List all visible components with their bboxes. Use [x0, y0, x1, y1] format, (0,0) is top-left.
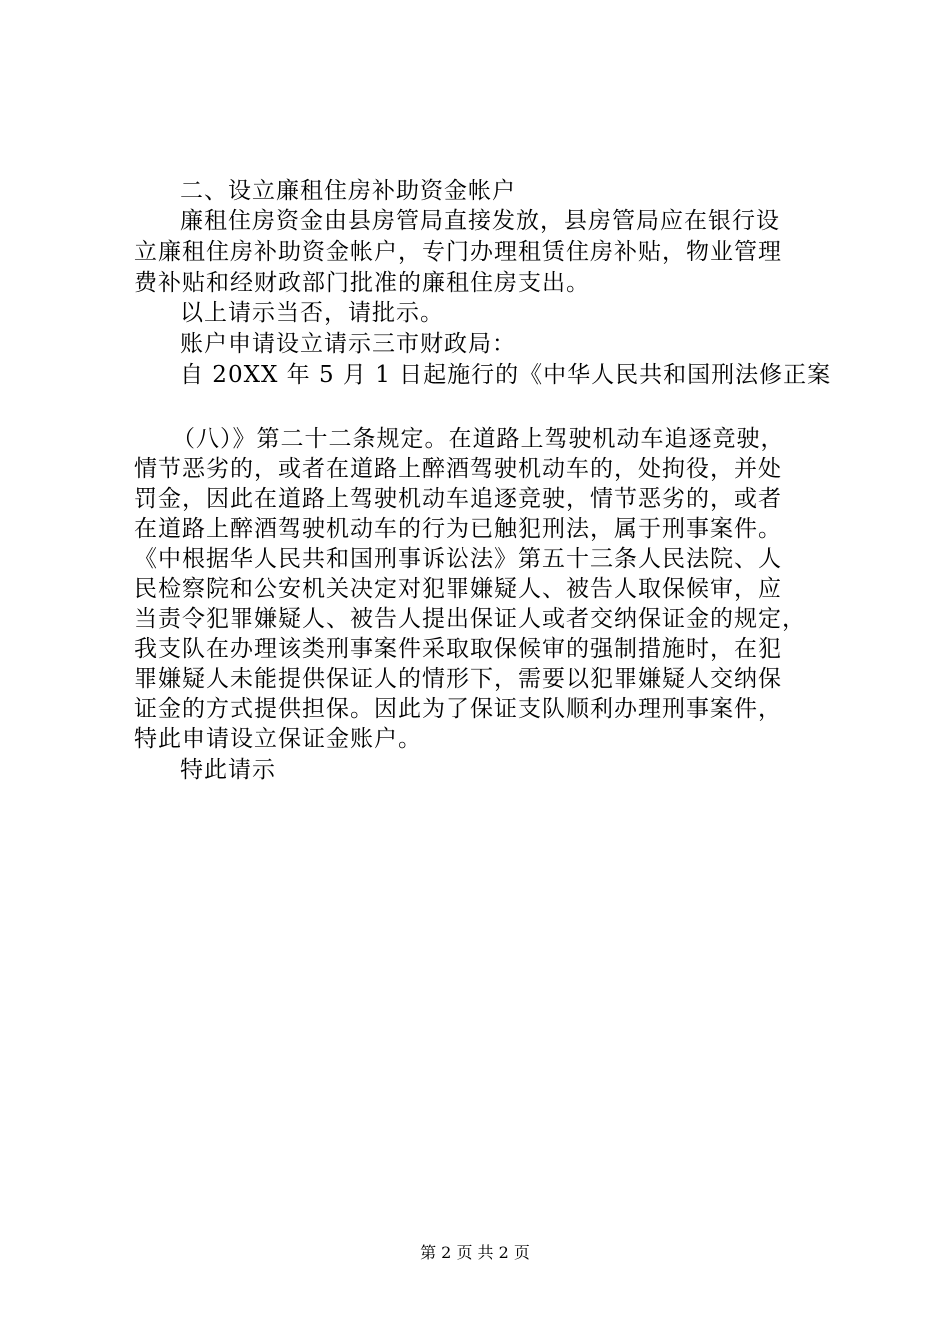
page-footer: 第 2 页 共 2 页: [420, 1243, 530, 1262]
paragraph-line: 账户申请设立请示三市财政局：: [180, 331, 516, 357]
paragraph-line: （八）》第二十二条规定。在道路上驾驶机动车追逐竞驶，: [172, 426, 785, 452]
paragraph-line: 自 20XX 年 5 月 1 日起施行的《中华人民共和国刑法修正案: [180, 362, 832, 388]
paragraph-line: 当责令犯罪嫌疑人、被告人提出保证人或者交纳保证金的规定，: [134, 606, 806, 632]
paragraph-line: 特此申请设立保证金账户。: [134, 726, 422, 752]
paragraph-line: 情节恶劣的，或者在道路上醉酒驾驶机动车的，处拘役，并处: [134, 456, 782, 482]
paragraph-line: 廉租住房资金由县房管局直接发放，县房管局应在银行设: [180, 208, 780, 234]
paragraph-line: 立廉租住房补助资金帐户，专门办理租赁住房补贴，物业管理: [134, 239, 782, 265]
section-heading: 二、设立廉租住房补助资金帐户: [180, 178, 516, 204]
paragraph-line: 在道路上醉酒驾驶机动车的行为已触犯刑法，属于刑事案件。: [134, 516, 782, 542]
paragraph-line: 《中根据华人民共和国刑事诉讼法》第五十三条人民法院、人: [134, 546, 782, 572]
paragraph-line: 费补贴和经财政部门批准的廉租住房支出。: [134, 270, 590, 296]
paragraph-line: 罚金，因此在道路上驾驶机动车追逐竞驶，情节恶劣的，或者: [134, 486, 782, 512]
paragraph-line: 证金的方式提供担保。因此为了保证支队顺利办理刑事案件，: [134, 696, 782, 722]
closing-line: 特此请示: [180, 757, 276, 783]
paragraph-line: 以上请示当否，请批示。: [180, 300, 444, 326]
paragraph-line: 我支队在办理该类刑事案件采取取保候审的强制措施时，在犯: [134, 636, 782, 662]
paragraph-line: 罪嫌疑人未能提供保证人的情形下，需要以犯罪嫌疑人交纳保: [134, 666, 782, 692]
paragraph-line: 民检察院和公安机关决定对犯罪嫌疑人、被告人取保候审，应: [134, 576, 782, 602]
